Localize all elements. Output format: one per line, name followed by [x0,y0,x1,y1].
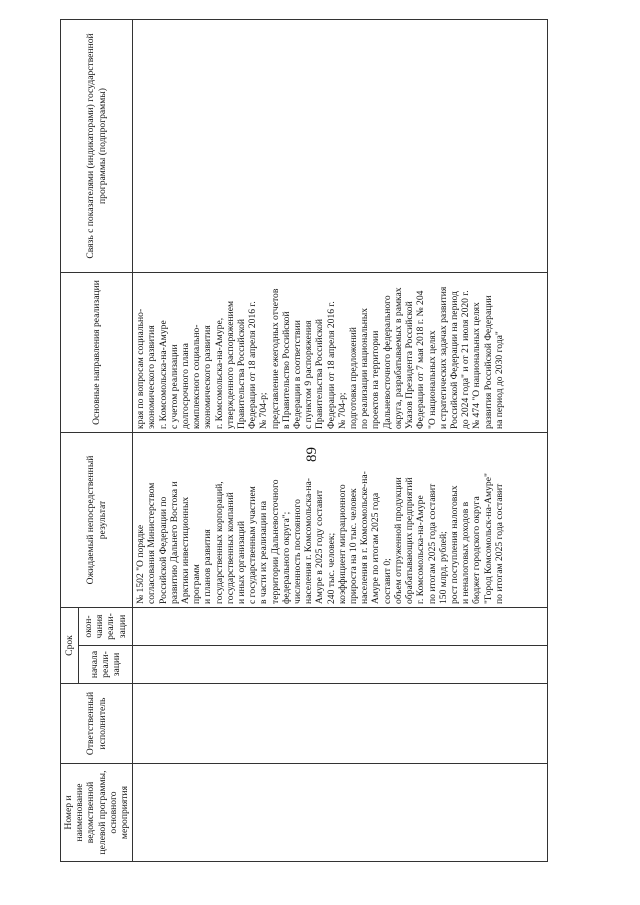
program-table [60,19,548,862]
expected-result-line: в части их реализации на [258,500,270,604]
expected-result-line: 240 тыс. человек; [325,532,337,604]
expected-result-line: развитию Дальнего Востока и [168,481,180,604]
expected-result-line: численность постоянного [292,499,304,604]
expected-result-line: Амуре по итогам 2025 года [370,492,382,604]
expected-result-line: населения в г. Комсомольске-на- [359,471,371,604]
rotated-table-wrapper [60,20,602,862]
main-directions-line: № 704-р; [336,392,348,429]
main-directions-line: Федерации от 18 апреля 2016 г. [325,301,337,429]
main-directions-line: Правительства Российской [236,318,248,429]
main-directions-line: "О национальных целях [426,330,438,429]
expected-result-line: и планов развития [202,529,214,604]
main-directions-line: г. Комсомольска-на-Амуре, [213,317,225,429]
expected-result-line: 150 млрд. рублей; [437,531,449,604]
main-directions-line: Дальневосточного федерального [381,295,393,429]
header-program-name: Номер и наименование ведомственной целевой программы, основного мероприятия [61,764,133,862]
expected-result-line: г. Комсомольска-на-Амуре [415,495,427,604]
expected-result-line: по итогам 2025 года составит [493,483,505,604]
expected-result-line: обрабатывающих предприятий [404,477,416,604]
main-directions-line: подготовка предложений [348,327,360,429]
header-expected-result: Ожидаемый непосредственный результат [61,433,133,608]
cell-start [133,646,548,684]
expected-result-line: бюджет городского округа [471,496,483,604]
expected-result-line: территории Дальневосточного [269,479,281,604]
expected-result-line: коэффициент миграционного [336,484,348,604]
cell-responsible [133,684,548,764]
main-directions-line: комплексного социально- [191,324,203,429]
expected-result-line: объем отгруженной продукции [392,477,404,604]
expected-result-line: и неналоговых доходов в [460,501,472,604]
table-row [133,20,548,862]
expected-result-line: № 1502 "О порядке [135,524,147,604]
main-directions-line: № 704-р; [258,392,270,429]
main-directions-line: № 474 "О национальных целях [471,302,483,429]
main-directions-line: долгосрочного плана [180,343,192,429]
main-directions-line: с учетом реализации [168,344,180,429]
expected-result-line: составит 0; [381,558,393,604]
main-directions-line: и стратегических задачах развития [437,286,449,429]
main-directions-line: проектов на территории [370,330,382,429]
main-directions-line: края по вопросам социально- [135,308,147,429]
expected-result-line: Арктики инвестиционных [180,496,192,604]
header-term: Срок [61,608,79,684]
main-directions-line: развития Российской Федерации [482,295,494,429]
header-responsible: Ответственный исполнитель [61,684,133,764]
expected-result-line: государственных компаний [224,492,236,604]
main-directions-line: Российской Федерации на период [448,291,460,429]
expected-result-line: и иных организаций [236,521,248,604]
main-directions-line: утвержденного распоряжением [224,300,236,429]
main-directions-line: в Правительство Российской [280,311,292,429]
expected-result-line: прироста на 10 тыс. человек [348,488,360,604]
expected-result-line: государственных корпораций, [213,481,225,604]
main-directions-line: представление ежегодных отчетов [269,288,281,429]
expected-result-line: Амуре в 2025 году составит [314,489,326,604]
expected-result-line: рост поступления налоговых [448,485,460,604]
main-directions-line: Федерации от 18 апреля 2016 г. [247,301,259,429]
page-number: 89 [304,447,320,462]
cell-program-name [133,764,548,862]
main-directions-line: с пунктом 9 распоряжения [303,320,315,429]
expected-result-line: согласования Министерством [146,482,158,604]
main-directions-line: г. Комсомольска-на-Амуре [157,320,169,429]
expected-result-line: населения г. Комсомольска-на- [303,478,315,604]
main-directions-line: округа, разрабатываемых в рамках [392,287,404,429]
cell-end [133,608,548,646]
main-directions-line: до 2024 года" и от 21 июля 2020 г. [460,290,472,429]
header-start: начала реали-зации [78,646,133,684]
header-main-directions: Основные направления реализации [61,273,133,433]
main-directions-line: Указов Президента Российской [404,301,416,429]
main-directions-line: по реализации национальных [359,307,371,429]
cell-indicators-link [133,20,548,273]
expected-result-line: по итогам 2025 года составит [426,483,438,604]
expected-result-line: Российской Федерации по [157,496,169,604]
main-directions-line: на период до 2030 года" [493,331,505,429]
main-directions-line: Правительства Российской [314,318,326,429]
header-indicators-link: Связь с показателями (индикаторами) государственной программы (подпрограммы) [61,20,133,273]
expected-result-line: федерального округа"; [280,511,292,604]
cell-main-directions [133,273,548,433]
expected-result-line: "Город Комсомольск-на-Амуре" [482,473,494,604]
main-directions-line: Федерации в соответствии [292,320,304,429]
expected-result-line: с государственным участием [247,486,259,604]
header-end: окон-чания реали-зации [78,608,133,646]
expected-result-line: программ [191,564,203,604]
cell-expected-result [133,433,548,608]
main-directions-line: экономического развития [146,325,158,429]
main-directions-line: экономического развития [202,325,214,429]
main-directions-line: Федерации от 7 мая 2018 г. № 204 [415,290,427,429]
